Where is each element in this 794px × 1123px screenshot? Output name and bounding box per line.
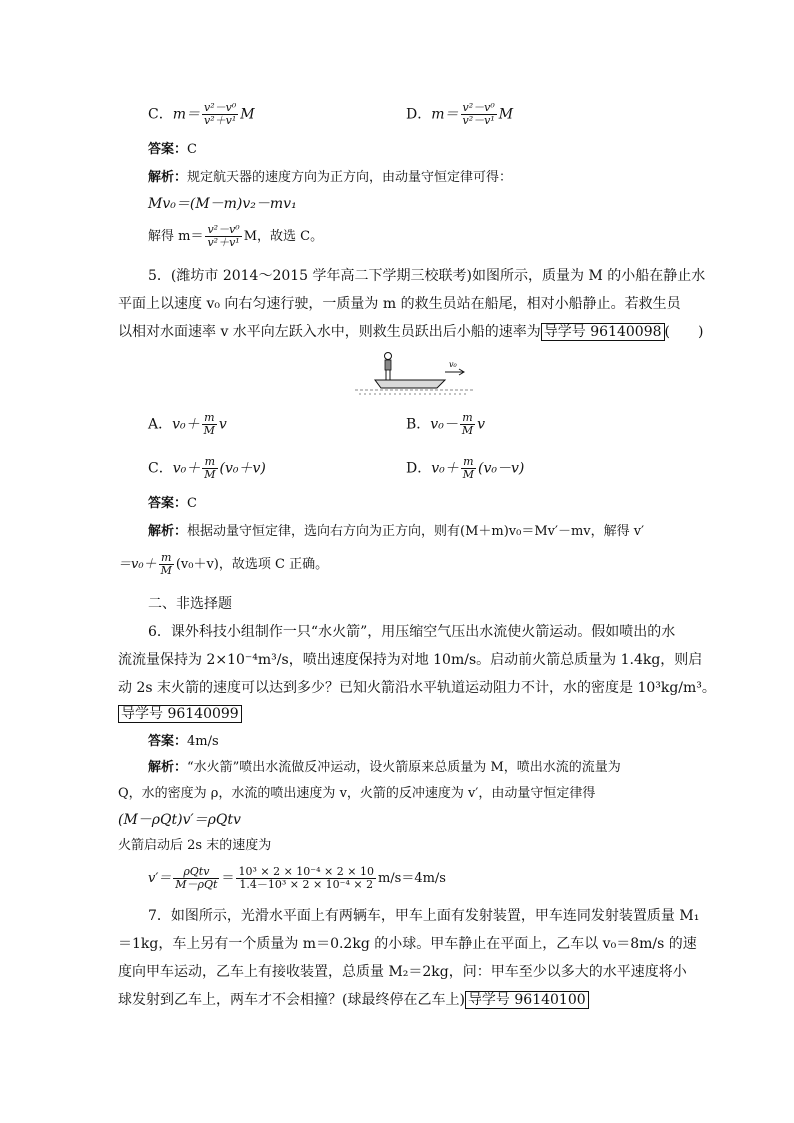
fraction [173, 866, 219, 891]
formula-text: (v₀－v) [478, 460, 525, 477]
q6-guide-number [118, 706, 242, 723]
fraction [202, 412, 217, 437]
lifeguard-figure [385, 353, 392, 381]
answer-label: 答案： [148, 142, 188, 157]
fraction-denominator: M [203, 424, 215, 438]
formula-text: M [498, 106, 514, 123]
q5-answer [148, 496, 197, 512]
q5-option-d [406, 456, 524, 481]
formula-text: v₀＋ [172, 416, 200, 433]
analysis-label: 解析： [148, 760, 188, 775]
solution-text: 解得 m＝ [148, 229, 204, 245]
q6-analysis-line-1 [148, 760, 621, 776]
analysis-text: 规定航天器的速度方向为正方向，由动量守恒定律可得： [187, 170, 513, 185]
q6-stem-line-2: 流流量保持为 2×10⁻⁴m³/s，喷出速度保持为对地 10m/s。启动前火箭总质量为 1.4kg，则启 [118, 652, 703, 668]
fraction-numerator: v²－v⁰ [207, 223, 240, 236]
q4-answer [148, 142, 197, 158]
q5-analysis [148, 524, 644, 540]
q6-stem-line-1: 6．课外科技小组制作一只“水火箭”，用压缩空气压出水流使火箭运动。假如喷出的水 [148, 624, 676, 640]
answer-blank: ( ) [664, 324, 704, 340]
formula-text: m/s＝4m/s [377, 871, 446, 887]
answer-label: 答案： [148, 734, 188, 749]
q7-stem-line-3: 度向甲车运动，乙车上有接收装置，总质量 M₂＝2kg，问：甲车至少以多大的水平速度将小 [118, 964, 687, 980]
answer-value: 4m/s [187, 734, 219, 749]
formula-text: v₀＋ [431, 460, 459, 477]
fraction-denominator: v²＋v¹ [207, 236, 240, 250]
formula-text: m＝ [172, 106, 200, 123]
formula-text: ＝ [221, 871, 235, 887]
q4-option-c [148, 102, 255, 127]
q5-option-b [406, 412, 485, 437]
answer-value: C [187, 142, 197, 157]
analysis-label: 解析： [148, 170, 188, 185]
guide-number-box: 导学号 96140099 [118, 705, 242, 723]
q5-stem-line-3 [118, 324, 703, 341]
formula-text: v′＝ [148, 871, 172, 887]
fraction-denominator: 1.4－10³ × 2 × 10⁻⁴ × 2 [239, 878, 374, 892]
fraction-denominator: M [462, 468, 475, 482]
fraction [202, 102, 238, 127]
solution-text: M，故选 C。 [243, 229, 324, 245]
fraction-denominator: v²－v¹ [462, 114, 495, 128]
q5-analysis-cont [118, 552, 328, 577]
q4-option-d [406, 102, 513, 127]
analysis-text: 根据动量守恒定律，选向右方向为正方向，则有(M＋m)v₀＝Mv′－mv，解得 v′ [187, 524, 645, 539]
stem-text: 以相对水面速率 v 水平向左跃入水中，则救生员跃出后小船的速率为 [118, 324, 541, 340]
formula-text: ＝v₀＋ [118, 557, 157, 573]
analysis-text: (v₀＋v)，故选项 C 正确。 [175, 557, 329, 573]
fraction-numerator: 10³ × 2 × 10⁻⁴ × 2 × 10 [238, 865, 374, 878]
fraction-denominator: M [204, 468, 216, 482]
q6-answer [148, 734, 219, 750]
guide-number-box: 导学号 96140098 [541, 323, 665, 341]
option-label: D． [406, 460, 432, 477]
answer-value: C [187, 496, 197, 511]
formula-text: m＝ [431, 106, 459, 123]
fraction [236, 866, 375, 891]
option-label: D． [406, 106, 432, 123]
fraction-numerator: m [159, 552, 174, 565]
fraction-denominator: v²＋v¹ [204, 114, 237, 128]
q4-solution [148, 224, 323, 249]
q6-equation: (M－ρQt)v′＝ρQtv [118, 812, 241, 828]
q7-stem-line-2: ＝1kg，车上另有一个质量为 m＝0.2kg 的小球。甲车静止在平面上，乙车以 v₀＝8m/s 的速 [118, 936, 697, 952]
option-label: C． [148, 460, 173, 477]
fraction-numerator: v²－v⁰ [204, 101, 237, 114]
fraction-numerator: m [202, 412, 217, 425]
q6-line-after: 火箭启动后 2s 末的速度为 [118, 838, 272, 853]
formula-text: v₀－ [430, 416, 458, 433]
q5-stem-line-2: 平面上以速度 v₀ 向右匀速行驶，一质量为 m 的救生员站在船尾，相对小船静止。若救生员 [118, 296, 681, 312]
fraction [460, 412, 475, 437]
fraction [461, 456, 476, 481]
fraction-numerator: m [461, 456, 476, 469]
fraction [159, 552, 174, 577]
formula-text: (v₀＋v) [219, 460, 266, 477]
fraction [461, 102, 497, 127]
q6-result-equation [148, 866, 446, 891]
velocity-label: v₀ [449, 360, 457, 369]
section-title: 二、非选择题 [148, 596, 232, 612]
guide-number-box: 导学号 96140100 [465, 991, 589, 1009]
q7-stem-line-4 [118, 992, 589, 1009]
formula-text: M [240, 106, 255, 123]
fraction-denominator: M [160, 564, 172, 578]
option-label: A． [148, 416, 173, 433]
fraction-numerator: m [202, 456, 217, 469]
analysis-label: 解析： [148, 524, 188, 539]
analysis-text: “水火箭”喷出水流做反冲运动，设火箭原来总质量为 M，喷出水流的流量为 [187, 760, 621, 775]
q5-stem-line-1: 5．(潍坊市 2014～2015 学年高二下学期三校联考)如图所示，质量为 M 的小船在静止水 [148, 268, 706, 284]
answer-label: 答案： [148, 496, 188, 511]
fraction-numerator: ρQtv [173, 866, 219, 879]
option-label: C． [148, 106, 173, 123]
q5-option-c [148, 456, 266, 481]
q5-option-a [148, 412, 227, 437]
formula-text: v₀＋ [172, 460, 201, 477]
option-label: B． [406, 416, 431, 433]
q7-stem-line-1: 7．如图所示，光滑水平面上有两辆车，甲车上面有发射装置，甲车连同发射装置质量 M₁ [148, 908, 700, 924]
q6-stem-line-3: 动 2s 末火箭的速度可以达到多少？已知火箭沿水平轨道运动阻力不计，水的密度是 10³kg/m³。 [118, 680, 716, 696]
formula-text: v [477, 416, 486, 433]
q6-analysis-line-2: Q，水的密度为 ρ，水流的喷出速度为 v，火箭的反冲速度为 v′，由动量守恒定律得 [118, 786, 596, 801]
stem-text: 球发射到乙车上，两车才不会相撞？(球最终停在乙车上) [118, 992, 465, 1008]
fraction-numerator: v²－v⁰ [462, 101, 495, 114]
fraction-denominator: M [461, 424, 474, 438]
boat-hull [375, 380, 445, 388]
fraction [205, 224, 241, 249]
fraction-denominator: M－ρQt [175, 878, 218, 892]
q4-analysis [148, 170, 512, 186]
boat-diagram [355, 350, 475, 402]
formula-text: v [218, 416, 227, 433]
fraction [202, 456, 217, 481]
fraction-numerator: m [460, 412, 475, 425]
q4-equation: Mv₀＝(M－m)v₂－mv₁ [148, 196, 297, 212]
